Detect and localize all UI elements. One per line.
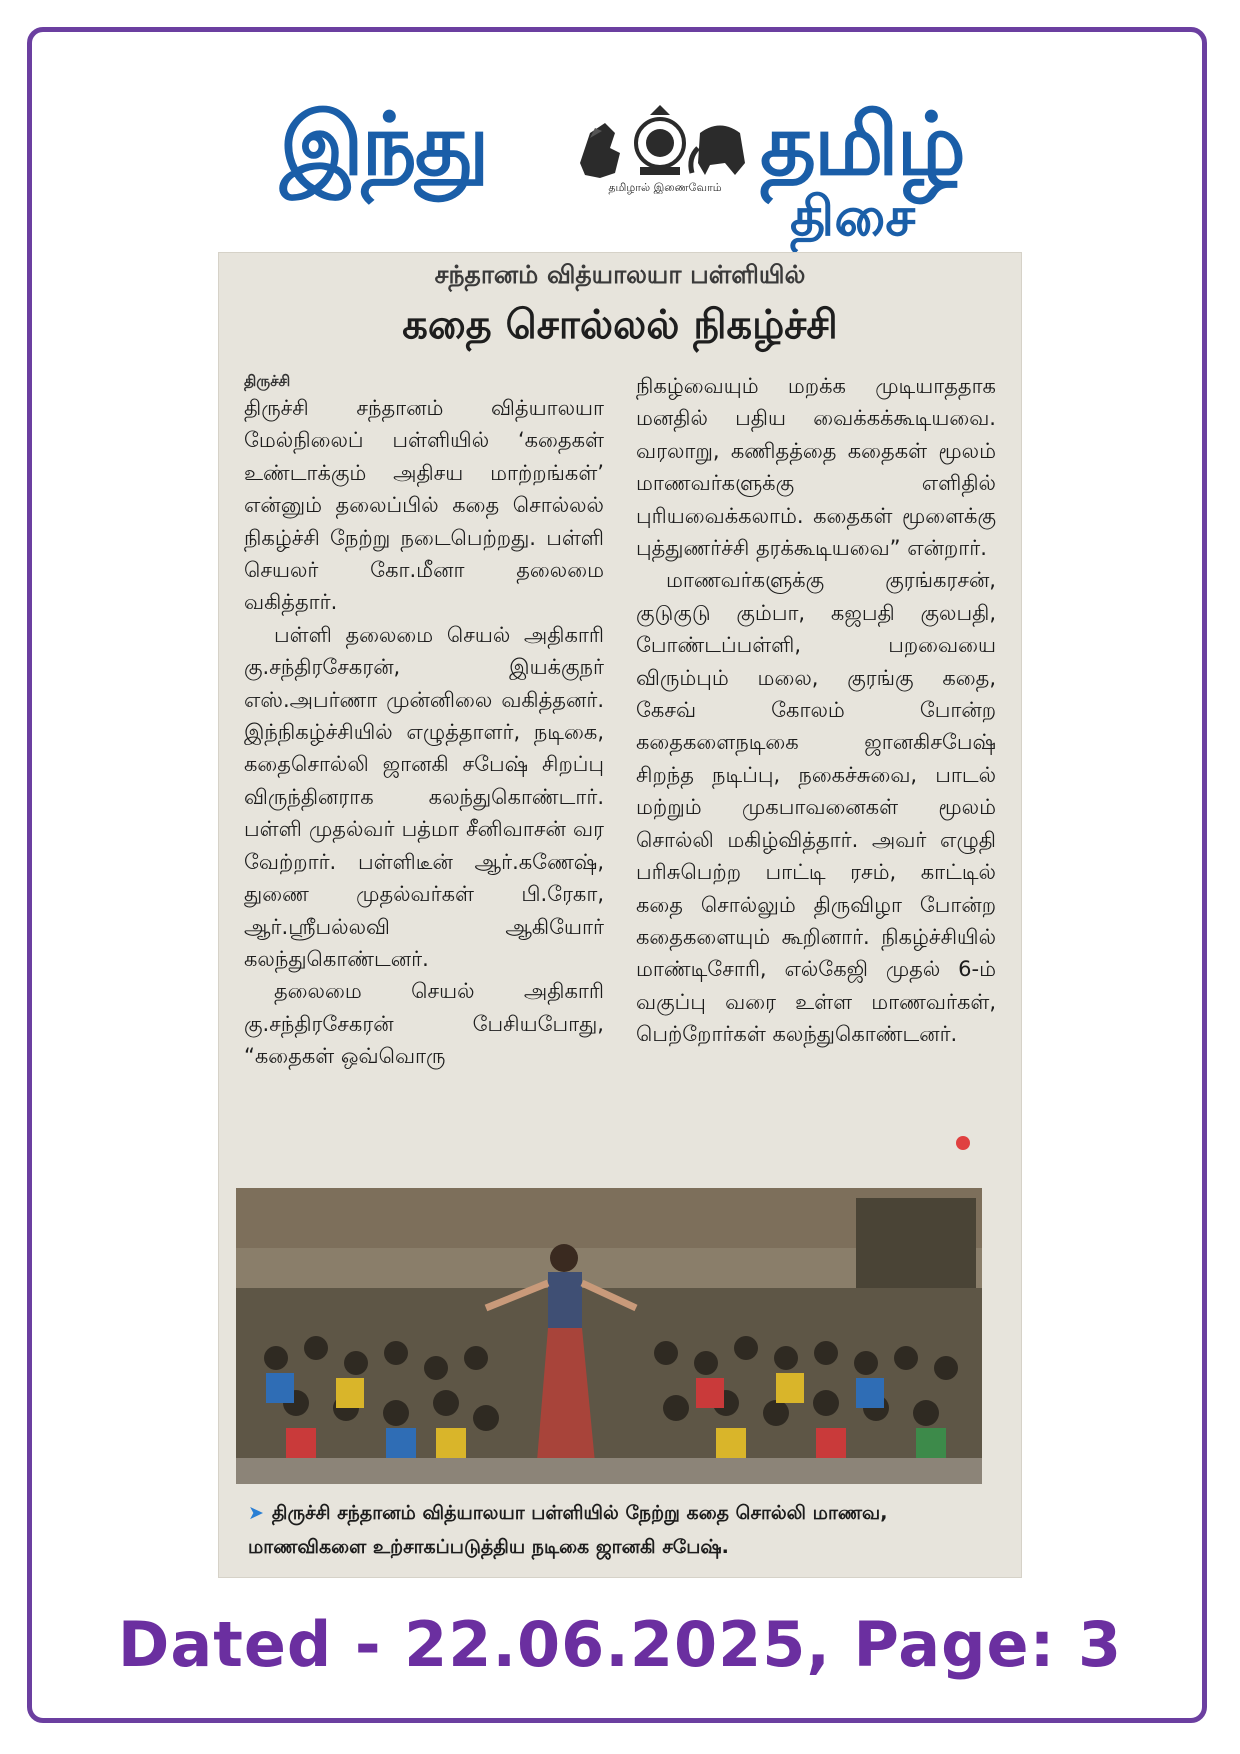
newspaper-masthead [270,95,1010,248]
article-paragraph: பள்ளி தலைமை செயல் அதிகாரி கு.சந்திரசேகரன், இயக்குநர் எஸ்.அபர்ணா முன்னிலை வகித்தனர். இந்நிகழ்ச்சியில் எழுத்தாளர், நடிகை, கதைசொல்லி ஜானகி சபேஷ் சிறப்பு விருந்தினராக கலந்துகொண்டார். பள்ளி முதல்வர் பத்மா சீனிவாசன் வர வேற்றார். பள்ளிடீன் ஆர்.கணேஷ், துணை முதல்வர்கள் பி.ரேகா, ஆர்.ஸ்ரீபல்லவி ஆகியோர் கலந்துகொண்டனர். [244,622,604,971]
article-paragraph: தலைமை செயல் அதிகாரி கு.சந்திரசேகரன் பேசியபோது, “கதைகள் ஒவ்வொரு [244,979,604,1069]
photo-caption-text: திருச்சி சந்தானம் வித்யாலயா பள்ளியில் நேற்று கதை சொல்லி மாணவ, மாணவிகளை உற்சாகப்படுத்திய நடிகை ஜானகி சபேஷ். [248,1502,888,1558]
triangle-arrow-icon: ➤ [248,1502,264,1524]
article-kicker: சந்தானம் வித்யாலயா பள்ளியில் [434,260,806,289]
article-headline: கதை சொல்லல் நிகழ்ச்சி [402,302,838,348]
masthead-word-tamil: தமிழ் [760,95,964,195]
article-end-mark [956,1136,970,1150]
masthead-tagline: தமிழால் இணைவோம் [608,181,722,194]
article-paragraph: நிகழ்வையும் மறக்க முடியாததாக மனதில் பதிய வைக்கக்கூடியவை. வரலாறு, கணிதத்தை கதைகள் மூலம் மாணவர்களுக்கு எளிதில் புரியவைக்கலாம். கதைகள் மூளைக்கு புத்துணர்ச்சி தரக்கூடியவை” என்றார். [636,374,996,561]
article-column-1 [244,370,604,1073]
article-paragraph: மாணவர்களுக்கு குரங்கரசன், குடுகுடு கும்பா, கஜபதி குலபதி, போண்டப்பள்ளி, பறவையை விரும்பும் மலை, குரங்கு கதை, கேசவ் கோலம் போன்ற கதைகளைநடிகை ஜானகிசபேஷ் சிறந்த நடிப்பு, நகைச்சுவை, பாடல் மற்றும் முகபாவனைகள் மூலம் சொல்லி மகிழ்வித்தார். அவர் எழுதி பரிசுபெற்ற பாட்டி ரசம், காட்டில் கதை சொல்லும் திருவிழா போன்ற கதைகளையும் கூறினார். நிகழ்ச்சியில் மாண்டிசோரி, எல்கேஜி முதல் 6-ம் வகுப்பு வரை உள்ள மாணவர்கள், பெற்றோர்கள் கலந்துகொண்டனர். [636,568,996,1047]
dated-footer: Dated - 22.06.2025, Page: 3 [117,1608,1123,1681]
photo-caption [248,1496,998,1564]
masthead-word-indhu: இந்து [280,95,488,195]
newspaper-clipping [218,252,1022,1578]
event-photo [236,1188,982,1484]
article-paragraph: திருச்சி சந்தானம் வித்யாலயா மேல்நிலைப் பள்ளியில் ‘கதைகள் உண்டாக்கும் அதிசய மாற்றங்கள்’ என்னும் தலைப்பில் கதை சொல்லல் நிகழ்ச்சி நேற்று நடைபெற்றது. பள்ளி செயலர் கோ.மீனா தலைமை வகித்தார். [244,396,604,615]
article-dateline: திருச்சி [244,372,291,390]
masthead-word-thisai: திசை [790,185,916,248]
article-column-2 [636,370,996,1051]
